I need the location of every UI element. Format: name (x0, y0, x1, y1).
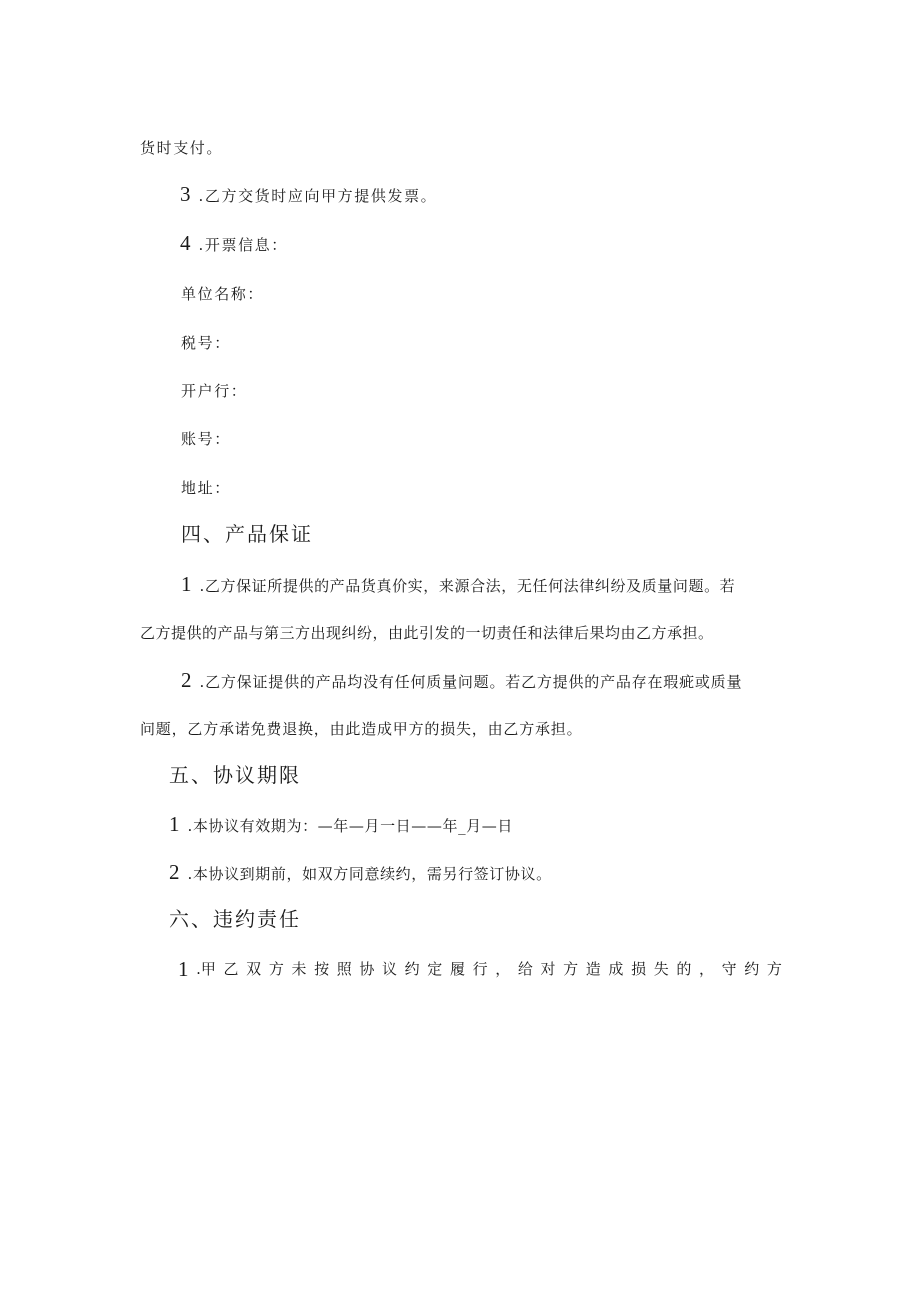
item-text: .乙方交货时应向甲方提供发票。 (198, 187, 438, 205)
item-number: 3 (180, 182, 191, 206)
item-char: 议 (382, 960, 398, 978)
clause-item-3 (180, 184, 437, 206)
section-heading-6: 六、违约责任 (169, 907, 301, 931)
invoice-field-address: 地址： (181, 479, 231, 497)
invoice-field-account: 账号： (181, 430, 231, 448)
item-char: 方 (268, 960, 284, 978)
section4-item2-line1 (181, 670, 742, 692)
item-char: 成 (608, 960, 624, 978)
section4-item1-line2: 乙方提供的产品与第三方出现纠纷，由此引发的一切责任和法律后果均由乙方承担。 (140, 624, 714, 642)
section4-item1-line1 (181, 574, 735, 596)
item-char: 定 (427, 960, 443, 978)
item-char: ， (495, 960, 511, 978)
item-char: 守 (721, 960, 737, 978)
item-char: .甲 (196, 960, 216, 978)
item-char: 按 (314, 960, 330, 978)
invoice-field-tax-number: 税号： (181, 334, 231, 352)
item-text: .本协议有效期为：—年—月一日——年_月—日 (187, 817, 513, 835)
item-text: .乙方保证提供的产品均没有任何质量问题。若乙方提供的产品存在瑕疵或质量 (199, 673, 743, 691)
item-number: 4 (180, 231, 191, 255)
section5-item1 (169, 814, 513, 836)
item-char: 方 (766, 960, 782, 978)
item-char: 行 (472, 960, 488, 978)
item-char: 履 (449, 960, 465, 978)
section-heading-4: 四、产品保证 (181, 522, 313, 546)
item-text: .开票信息： (198, 236, 288, 254)
item-char: 失 (653, 960, 669, 978)
item-char: 方 (563, 960, 579, 978)
item-number: 1 (178, 957, 189, 981)
item-char: 损 (631, 960, 647, 978)
item-text: .本协议到期前，如双方同意续约，需另行签订协议。 (187, 865, 552, 883)
item-number: 2 (181, 668, 192, 692)
item-char: 协 (359, 960, 375, 978)
item-char: 乙 (223, 960, 239, 978)
item-number: 1 (169, 812, 180, 836)
continuation-text: 货时支付。 (140, 139, 224, 157)
section4-item2-line2: 问题，乙方承诺免费退换，由此造成甲方的损失，由乙方承担。 (140, 720, 583, 738)
item-char: 造 (585, 960, 601, 978)
item-text: .乙方保证所提供的产品货真价实，来源合法，无任何法律纠纷及质量问题。若 (199, 577, 736, 595)
item-char: 的 (676, 960, 692, 978)
item-number: 1 (181, 572, 192, 596)
section-heading-5: 五、协议期限 (169, 763, 301, 787)
item-char: 照 (336, 960, 352, 978)
item-char: 对 (540, 960, 556, 978)
item-char: ， (698, 960, 714, 978)
clause-item-4 (180, 233, 288, 255)
item-char: 约 (744, 960, 760, 978)
item-char: 双 (246, 960, 262, 978)
invoice-field-company-name: 单位名称： (181, 285, 265, 303)
section6-item1 (178, 959, 782, 979)
section5-item2 (169, 862, 552, 884)
item-number: 2 (169, 860, 180, 884)
item-char: 未 (291, 960, 307, 978)
item-char: 约 (404, 960, 420, 978)
invoice-field-bank: 开户行： (181, 382, 248, 400)
item-char: 给 (517, 960, 533, 978)
